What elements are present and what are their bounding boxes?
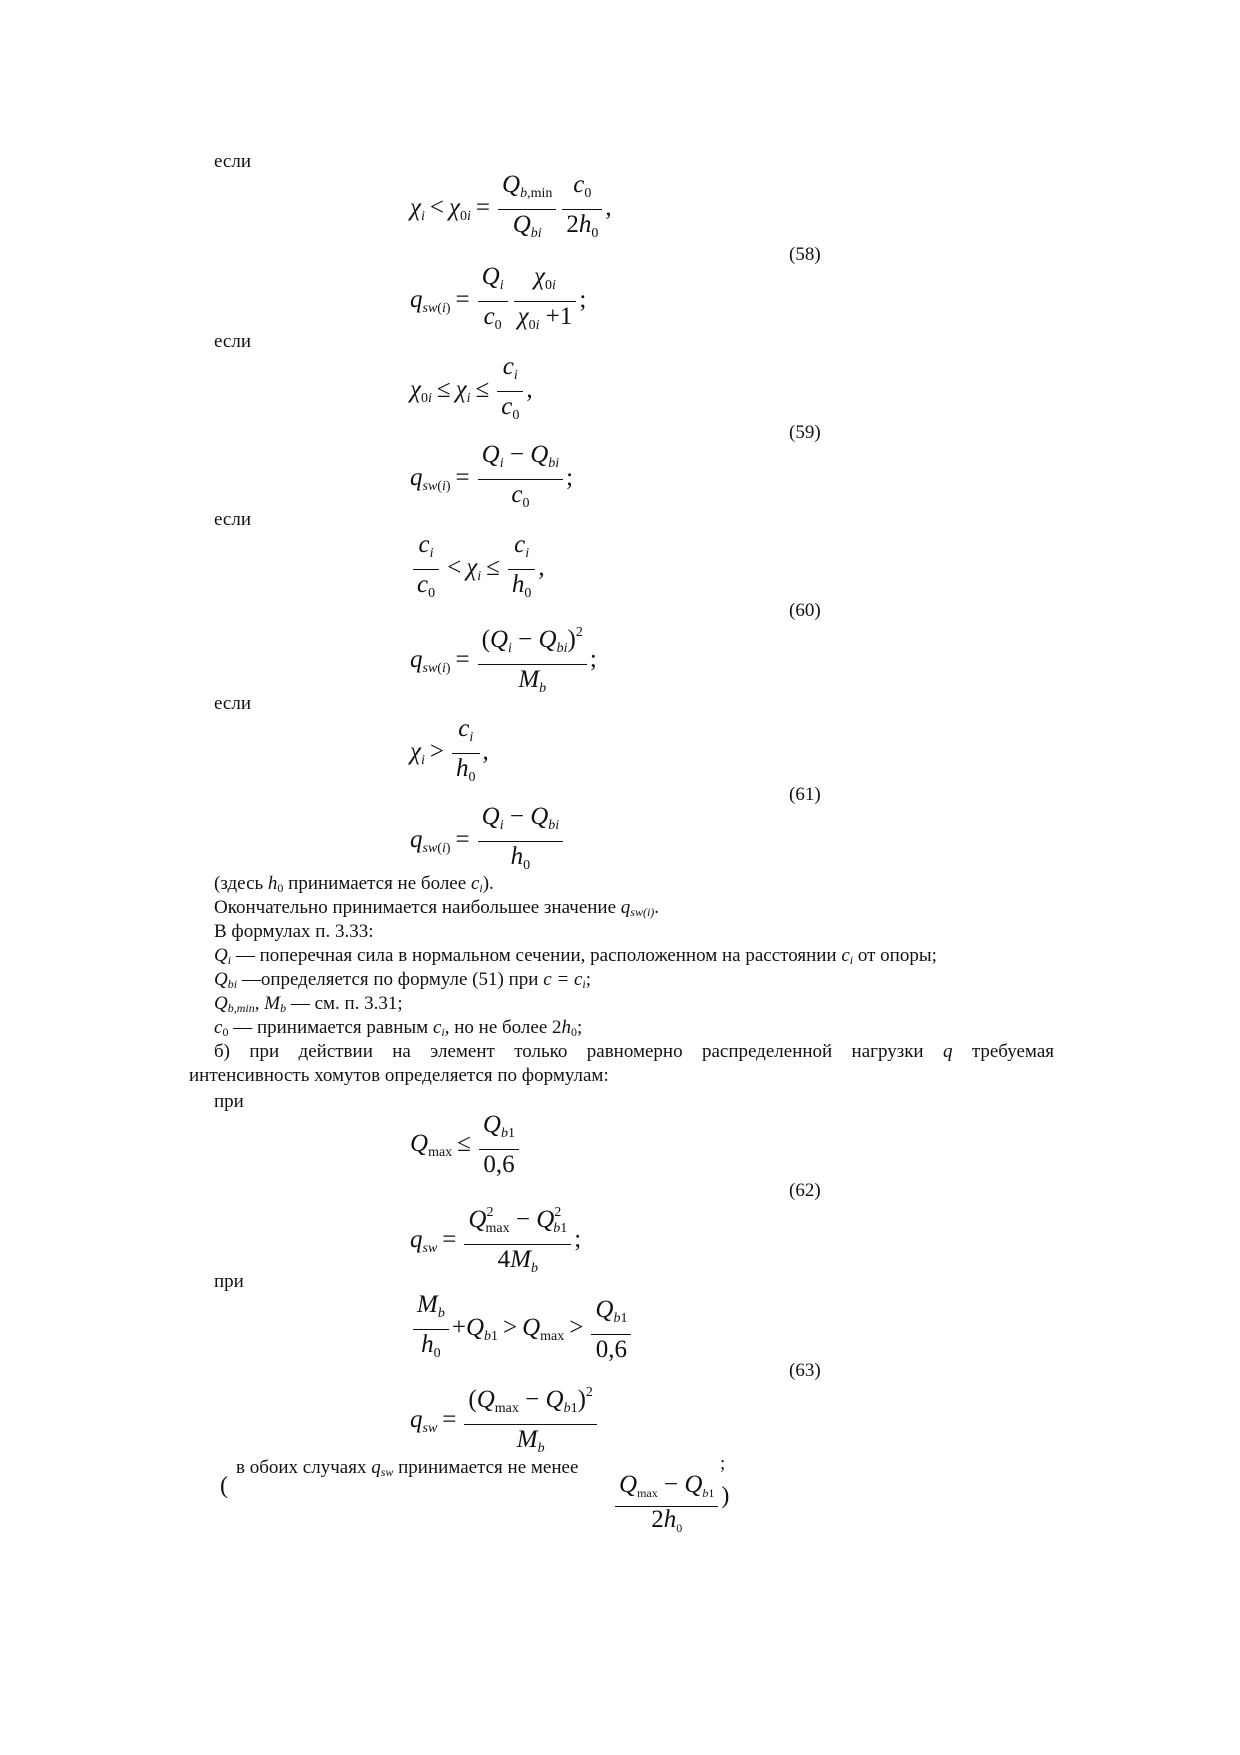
final-value-text: Окончательно принимается наибольшее значение qsw(i). — [214, 897, 660, 919]
formula-60a: $\frac{c_i}{c_0}$ < $\chi_i$ ≤ $\frac{c_i}{h_0}$ , — [410, 530, 545, 609]
condition-label-60: если — [214, 509, 251, 530]
equation-number-63: (63) — [789, 1360, 821, 1381]
formula-63b: $q_{sw}$ = $\frac{(Q_{max} - Q_{b1})^2}{M_b}$ — [410, 1378, 600, 1464]
note-h0: (здесь h0 принимается не более ci). — [214, 873, 494, 895]
formula-59b: $q_{sw(i)}$ = $\frac{Q_i - Q_{bi}}{c_0}$ ; — [410, 441, 574, 511]
equation-number-61: (61) — [789, 784, 821, 805]
formula-58a: $\chi_i < \chi_{0i}$ = $\frac{Q_{b,min}}{Q_{bi}}$ $\frac{c_0}{2h_0}$ , — [410, 171, 612, 241]
def-c0: c0 — принимается равным ci, но не более 2h0; — [214, 1017, 583, 1039]
condition-label-61: если — [214, 693, 251, 714]
def-Qbmin-Mb: Qb,min, Mb — см. п. 3.31; — [214, 993, 403, 1015]
formula-59a: $\chi_{0i} \le \chi_i$ ≤ $\frac{c_i}{c_0}$ , — [410, 353, 533, 423]
final-note-text: в обоих случаях qsw принимается не менее — [236, 1457, 579, 1479]
formula-60b: $q_{sw(i)}$ = $\frac{(Q_i - Q_{bi})^2}{M_b}$ ; — [410, 618, 597, 704]
def-Qbi: Qbi —определяется по формуле (51) при c = ci; — [214, 969, 591, 991]
formula-61a: $\chi_i$ > $\frac{c_i}{h_0}$ , — [410, 715, 489, 785]
equation-number-58: (58) — [789, 244, 821, 265]
final-note-close-paren: ) — [721, 1483, 730, 1510]
condition-label-63: при — [214, 1271, 244, 1292]
formula-62a: $Q_{max}$ ≤ $\frac{Q_{b1}}{0,6}$ — [410, 1110, 522, 1180]
condition-label-62: при — [214, 1091, 244, 1112]
equation-number-59: (59) — [789, 422, 821, 443]
condition-label-59: если — [214, 331, 251, 352]
case-b-line1: б) при действии на элемент только равномерно распределенной нагрузки q требуемая — [214, 1041, 1054, 1062]
equation-number-60: (60) — [789, 600, 821, 621]
formula-58b: $q_{sw(i)}$ = $\frac{Q_i}{c_0}$ $\frac{\chi_{0i}}{\chi_{0i} +1}$ ; — [410, 263, 587, 333]
formula-62b: $q_{sw}$ = $\frac{Q^2_{max} - Q^2_{b1}}{4M_b}$ ; — [410, 1198, 581, 1284]
formula-63a: $\frac{M_b}{h_0}$ $+Q_{b1} > Q_{max}$ > $\frac{Q_{b1}}{0,6}$ — [410, 1290, 634, 1369]
final-note-open-paren: ( — [220, 1473, 228, 1499]
case-b-line2: интенсивность хомутов определяется по формулам: — [189, 1065, 609, 1086]
formulas-heading: В формулах п. 3.33: — [214, 921, 374, 942]
def-Qi: Qi — поперечная сила в нормальном сечении, расположенном на расстоянии ci от опоры; — [214, 945, 937, 967]
equation-number-62: (62) — [789, 1180, 821, 1201]
formula-61b: $q_{sw(i)}$ = $\frac{Q_i - Q_{bi}}{h_0}$ — [410, 802, 566, 881]
final-note-semicolon: ; — [720, 1453, 726, 1474]
formula-min-qsw: $\frac{Q_{max} - Q_{b1}}{2h_0}$ ) — [612, 1472, 729, 1541]
condition-label-58: если — [214, 151, 251, 172]
